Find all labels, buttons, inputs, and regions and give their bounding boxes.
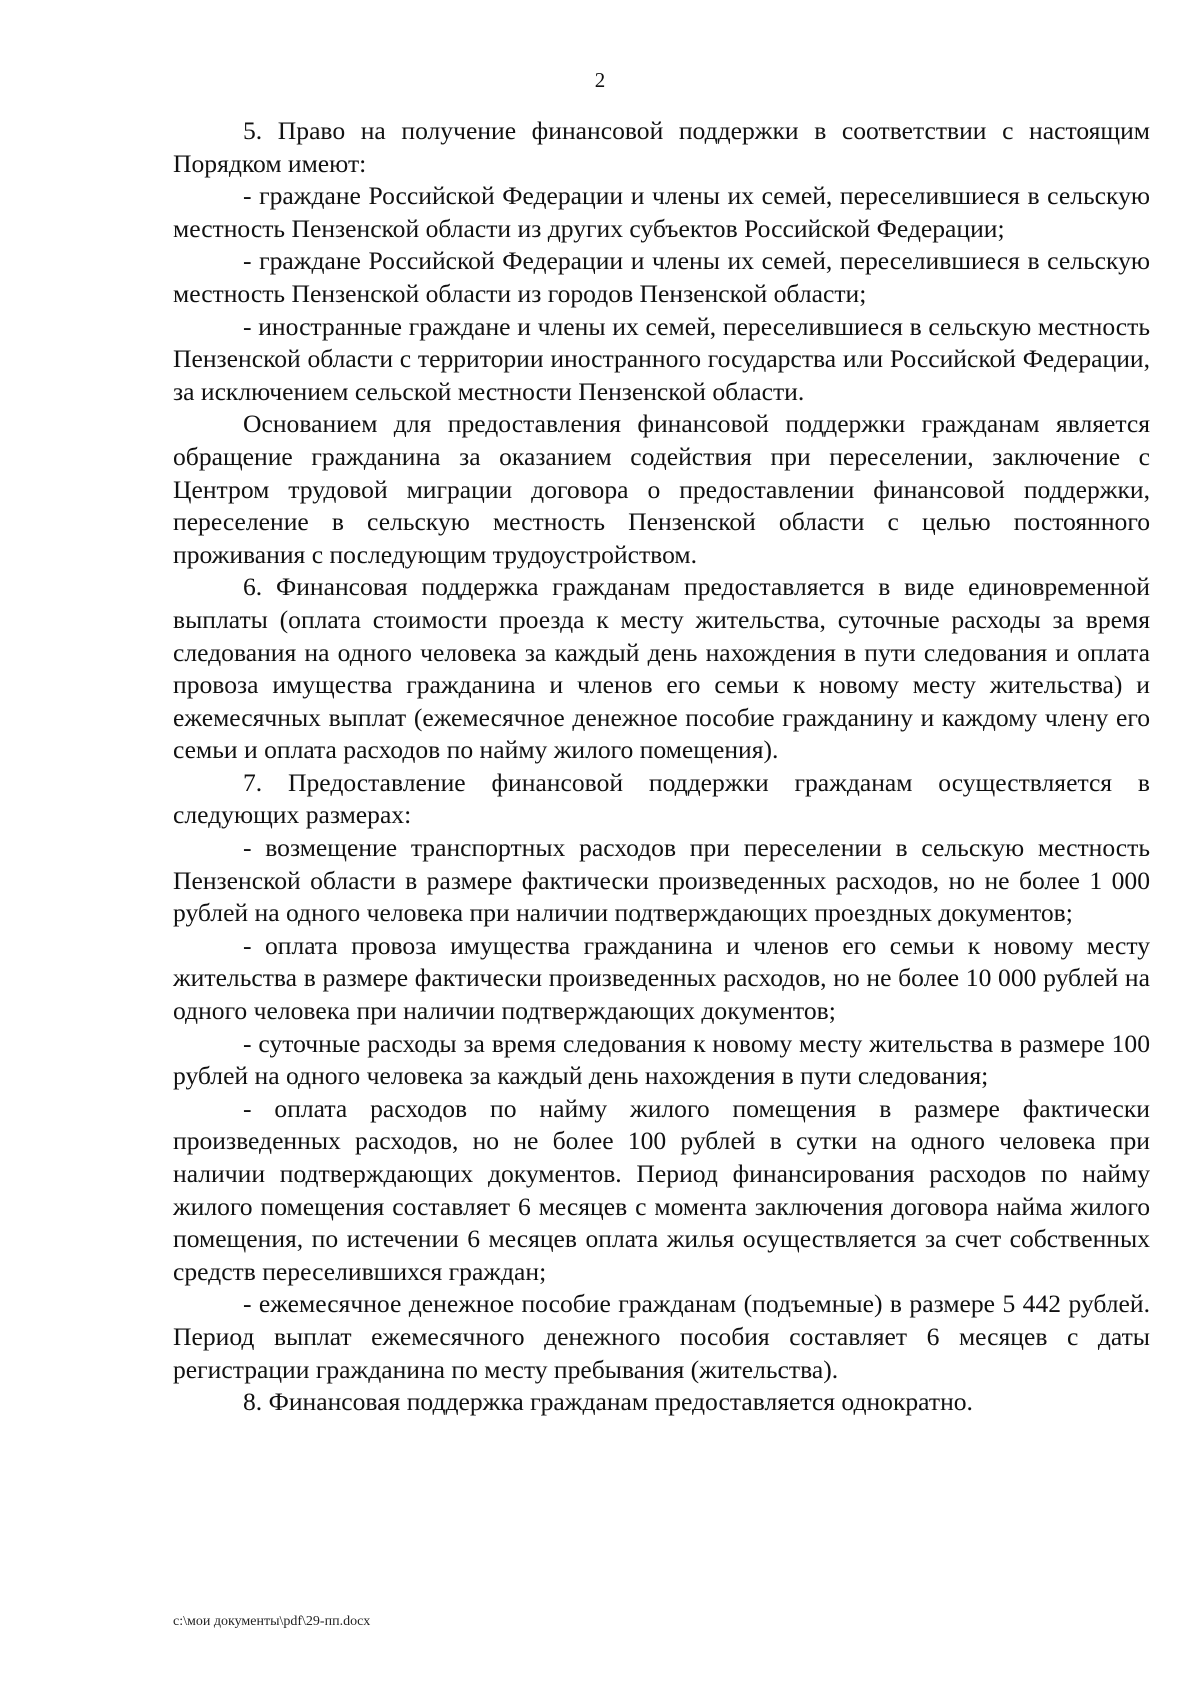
document-body: [173, 115, 1150, 1419]
list-item-housing-rent: - оплата расходов по найму жилого помещения в размере фактически произведенных расходов, но не более 100 рублей в сутки на одного человека при наличии подтверждающих документов. Период финансирования расходов по найму жилого помещения составляет 6 месяцев с момента заключения договора найма жилого помещения, по истечении 6 месяцев оплата жилья осуществляется за счет собственных средств переселившихся граждан;: [173, 1093, 1150, 1286]
list-item-property-transport: - оплата провоза имущества гражданина и членов его семьи к новому месту жительства в размере фактически произведенных расходов, но не более 10 000 рублей на одного человека при наличии подтверждающих документов;: [173, 930, 1150, 1026]
footer-file-path: c:\мои документы\pdf\29-пп.docx: [173, 1614, 371, 1629]
paragraph-8: 8. Финансовая поддержка гражданам предоставляется однократно.: [243, 1387, 973, 1417]
paragraph-5: 5. Право на получение финансовой поддержки в соответствии с настоящим Порядком имеют:: [173, 116, 1150, 178]
paragraph-6: 6. Финансовая поддержка гражданам предоставляется в виде единовременной выплаты (оплата стоимости проезда к месту жительства, суточные расходы за время следования на одного человека за каждый день нахождения в пути следования и оплата провоза имущества гражданина и членов его семьи к новому месту жительства) и ежемесячных выплат (ежемесячное денежное пособие гражданину и каждому члену его семьи и оплата расходов по найму жилого помещения).: [173, 572, 1150, 765]
paragraph-7: 7. Предоставление финансовой поддержки гражданам осуществляется в следующих размерах:: [173, 767, 1150, 830]
paragraph-basis: Основанием для предоставления финансовой поддержки гражданам является обращение гражданина за оказанием содействия при переселении, заключение с Центром трудовой миграции договора о предоставлении финансовой поддержки, переселение в сельскую местность Пензенской области с целью постоянного проживания с последующим трудоустройством.: [173, 409, 1150, 569]
list-item-transport-expenses: - возмещение транспортных расходов при переселении в сельскую местность Пензенской области в размере фактически произведенных расходов, но не более 1 000 рублей на одного человека при наличии подтверждающих проездных документов;: [173, 833, 1150, 928]
list-item-citizens-cities: - граждане Российской Федерации и члены их семей, переселившиеся в сельскую местность Пензенской области из городов Пензенской области;: [173, 246, 1150, 308]
list-item-foreign-citizens: - иностранные граждане и члены их семей, переселившиеся в сельскую местность Пензенской области с территории иностранного государства или Российской Федерации, за исключением сельской местности Пензенской области.: [173, 311, 1150, 406]
list-item-citizens-other-regions: - граждане Российской Федерации и члены их семей, переселившиеся в сельскую местность Пензенской области из других субъектов Российской Федерации;: [173, 181, 1150, 243]
page-number: 2: [594, 68, 606, 92]
list-item-monthly-allowance: - ежемесячное денежное пособие гражданам (подъемные) в размере 5 442 рублей. Период выплат ежемесячного денежного пособия составляет 6 месяцев с даты регистрации гражданина по месту пребывания (жительства).: [173, 1289, 1150, 1384]
list-item-daily-expenses: - суточные расходы за время следования к новому месту жительства в размере 100 рублей на одного человека за каждый день нахождения в пути следования;: [173, 1028, 1150, 1091]
